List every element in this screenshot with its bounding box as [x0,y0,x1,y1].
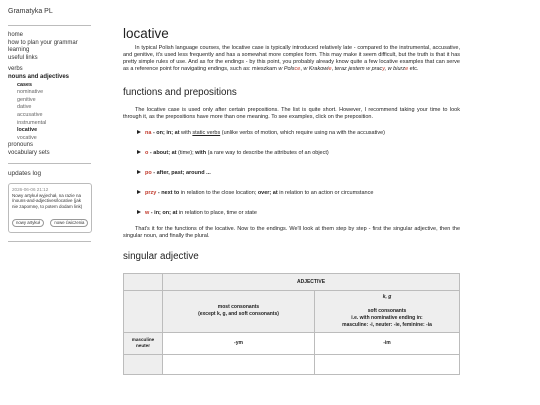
nav-useful-links[interactable]: useful links [8,54,38,61]
update-text: Nowy artykuł wyjechał, na razie na /nouns-and-adjectives/locative (jak nie zapomnę, to potem dodam link) [12,192,83,209]
preposition-w[interactable]: w [145,209,150,216]
divider [8,241,91,242]
nav-vocabulary-sets[interactable]: vocabulary sets [8,149,50,156]
row-next [124,354,163,374]
nav-case-accusative[interactable]: accusative [17,111,43,118]
preposition-desc: in relation to place, time or state [177,209,257,216]
ending-highlight: e [328,66,332,73]
tag-new-article[interactable]: nowy artykuł [12,219,44,227]
updates-log-title[interactable]: updates log [8,169,42,177]
example-w-biurze: , w biurz [384,66,406,73]
triangle-right-icon [137,150,141,154]
preposition-meaning: - about; at [148,149,177,156]
tag-new-exercises[interactable]: nowe ćwiczenia [50,219,88,227]
preposition-desc: in relation to the close location; [179,189,258,196]
nav-case-instrumental[interactable]: instrumental [17,119,47,126]
preposition-meaning: with [195,149,207,156]
nav-menu [8,32,97,158]
divider [8,25,91,26]
preposition-item-na[interactable] [137,130,460,137]
preposition-list [137,130,460,217]
table-cell [163,354,315,374]
ending-highlight: y [382,66,385,73]
nav-verbs[interactable]: verbs [8,66,23,73]
preposition-item-przy[interactable] [137,190,460,197]
col-subtitle: i.e. with nominative ending in: [351,314,423,321]
row-masculine-neuter [124,332,163,354]
intro-text: In typical Polish language courses, the locative case is typically introduced relatively late - compared to the instrumental, accusative, and genitive, it's used less frequently and has a somewhat more complex form. This may make it seem difficult, but the truth is that it has pretty simple rules of use. And as for the endings - by this point, you probably already know quite a few locative examples that can serve as a reference point for navigating endings, such as: mieszkam [123,45,460,73]
table-corner [124,273,163,290]
example-teraz-jestem: teraz jestem [334,66,367,73]
col-subtitle: masculine: -i, neuter: -ie, feminine: -ia [342,321,432,328]
nav-case-vocative[interactable]: vocative [17,134,37,141]
preposition-meaning: - on; in; at [151,129,180,136]
row-label: neuter [135,343,151,349]
triangle-right-icon [137,210,141,214]
col-soft-consonants [315,290,460,332]
site-title[interactable]: Gramatyka PL [8,8,53,15]
nav-case-locative[interactable]: locative [17,127,38,134]
col-kg: k, g [382,293,392,300]
update-date: 2026-06-06 21:12 [12,186,49,192]
table-cell [315,354,460,374]
table-header-adjective: ADJECTIVE [163,273,460,290]
nav-home[interactable]: home [8,32,24,38]
main-content [123,26,460,375]
preposition-desc: (time); [176,149,196,156]
row-label: masculine [131,337,155,343]
example-w-polsce: w Pols [278,66,295,73]
col-title: most consonants [217,304,260,311]
triangle-right-icon [137,190,141,194]
divider [8,163,91,164]
separator: , [331,66,334,73]
preposition-przy[interactable]: przy [145,189,157,196]
col-title: soft consonants [367,307,407,314]
triangle-right-icon [137,130,141,134]
ending-highlight: e [405,66,409,73]
ending-highlight: ce [294,66,301,73]
preposition-meaning: - in; on; at [149,209,178,216]
preposition-o[interactable]: o [145,149,149,156]
preposition-desc: ... [204,169,211,176]
nav-case-dative[interactable]: dative [17,104,32,111]
update-tags [12,211,88,229]
example-w-pracy: w prac [366,66,383,73]
nav-learning-plan[interactable]: how to plan your grammar learning [8,39,78,54]
preposition-po[interactable]: po [145,169,152,176]
preposition-item-w[interactable] [137,210,460,217]
static-verbs-link[interactable]: static verbs [192,129,221,136]
separator: , [300,66,304,73]
col-subtitle: (except k, g, and soft consonants) [198,311,279,318]
nav-nouns-and-adjectives[interactable]: nouns and adjectives [8,73,70,80]
intro-end: etc. [408,66,419,73]
preposition-item-o[interactable] [137,150,460,157]
ending-ym: -ym [163,332,315,354]
nav-case-genitive[interactable]: genitive [17,96,36,103]
endings-intro: That's it for the functions of the locative. Now to the endings. We'll look at them step by step - first the singular adjective, then the singular noun, and finally the plural. [123,225,460,239]
triangle-right-icon [137,170,141,174]
update-card [8,183,92,234]
adjective-endings-table [123,273,460,375]
singular-adjective-heading: singular adjective [123,250,199,262]
preposition-meaning: - after, past; around [151,169,205,176]
table-corner [124,290,163,332]
sidebar [0,0,97,405]
preposition-item-po[interactable] [137,170,460,177]
preposition-desc: with [179,129,193,136]
preposition-desc: in relation to an action or circumstance [277,189,374,196]
col-most-consonants [163,290,315,332]
nav-cases[interactable]: cases [17,81,32,88]
nav-case-nominative[interactable]: nominative [17,89,44,96]
page-title: locative [123,26,169,41]
nav-pronouns[interactable]: pronouns [8,142,34,149]
preposition-na[interactable]: na [145,129,152,136]
functions-heading: functions and prepositions [123,87,237,99]
ending-im: -im [315,332,460,354]
preposition-meaning: over; at [257,189,278,196]
preposition-meaning: - next to [156,189,180,196]
preposition-desc: (unlike verbs of motion, which require using na with the accusative) [220,129,385,136]
intro-paragraph [123,45,460,73]
preposition-desc: (a rare way to describe the attributes of an object) [206,149,329,156]
functions-intro: The locative case is used only after certain prepositions. The list is quite short. However, I recommend taking your time to look through it, as the prepositions have more than one meaning. To see examples, click on the preposition. [123,107,460,121]
example-w-krakowie: w Krakowi [303,66,329,73]
